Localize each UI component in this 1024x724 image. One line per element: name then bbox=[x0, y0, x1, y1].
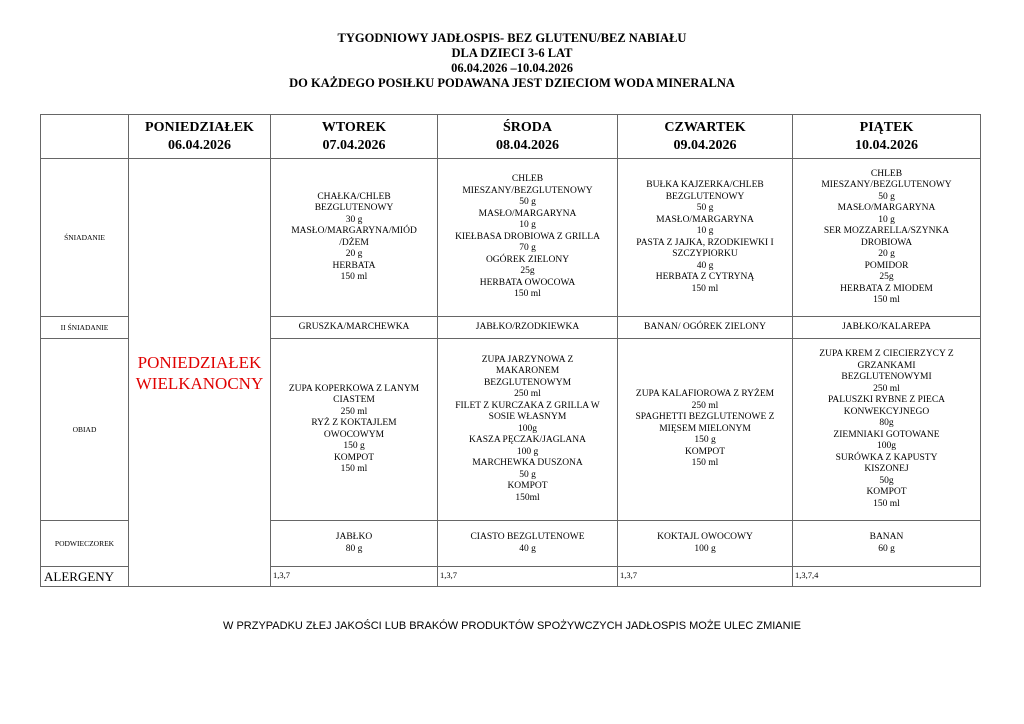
meal-line: 50 g bbox=[696, 203, 714, 213]
meal-line: ZUPA JARZYNOWA Z bbox=[481, 354, 574, 365]
meal-cell bbox=[618, 339, 793, 521]
meal-line: KOKTAJL OWOCOWY bbox=[657, 532, 753, 542]
meal-line: 150ml bbox=[515, 492, 540, 503]
meal-line: CIASTEM bbox=[333, 395, 375, 405]
meal-line: KOMPOT bbox=[333, 452, 375, 463]
meal-line: 30 g bbox=[345, 214, 363, 225]
meal-line: 20 g bbox=[878, 249, 895, 259]
meal-line: MASŁO/MARGARYNA/MIÓD bbox=[291, 226, 417, 236]
meal-line: 150 g bbox=[694, 435, 716, 446]
meal-line: PALUSZKI RYBNE Z PIECA bbox=[827, 395, 946, 405]
meal-line: 100g bbox=[518, 423, 537, 434]
meal-label-sniadanie: ŚNIADANIE bbox=[41, 159, 129, 317]
meal-line: KIEŁBASA DROBIOWA Z GRILLA bbox=[455, 231, 600, 242]
meal-cell bbox=[438, 521, 618, 567]
day-date: 09.04.2026 bbox=[673, 137, 737, 153]
meal-line: SZCZYPIORKU bbox=[672, 249, 738, 259]
meal-line: JABŁKO bbox=[335, 532, 373, 542]
menu-header bbox=[0, 31, 1024, 91]
meal-line: 150 ml bbox=[873, 295, 900, 305]
day-header-thursday bbox=[618, 115, 793, 159]
meal-line: 250 ml bbox=[873, 383, 900, 394]
header-date-range: 06.04.2026 –10.04.2026 bbox=[451, 61, 573, 75]
meal-line: 50 g bbox=[878, 191, 895, 202]
meal-line: SER MOZZARELLA/SZYNKA bbox=[823, 226, 950, 236]
day-header-monday bbox=[129, 115, 271, 159]
allergens-value: 1,3,7 bbox=[618, 567, 793, 587]
meal-line: MIĘSEM MIELONYM bbox=[659, 423, 751, 434]
meal-line: BEZGLUTENOWY bbox=[314, 203, 394, 213]
day-header-tuesday bbox=[271, 115, 438, 159]
day-date: 06.04.2026 bbox=[168, 137, 231, 153]
meal-line: SOSIE WŁASNYM bbox=[488, 412, 567, 423]
meal-cell bbox=[438, 339, 618, 521]
meal-line: 150 ml bbox=[691, 283, 719, 294]
meal-line: 10 g bbox=[878, 214, 895, 225]
day-date: 10.04.2026 bbox=[855, 137, 918, 153]
meal-line: HERBATA Z CYTRYNĄ bbox=[655, 272, 755, 282]
day-header-wednesday bbox=[438, 115, 618, 159]
meal-line: CHAŁKA/CHLEB bbox=[317, 191, 391, 202]
header-title: TYGODNIOWY JADŁOSPIS- BEZ GLUTENU/BEZ NABIAŁU bbox=[337, 31, 687, 45]
day-name: WTOREK bbox=[321, 119, 387, 135]
meal-line: JABŁKO/RZODKIEWKA bbox=[475, 321, 580, 332]
meal-cell bbox=[438, 317, 618, 339]
meal-line: BEZGLUTENOWYMI bbox=[841, 372, 932, 382]
meal-line: BEZGLUTENOWYM bbox=[483, 377, 572, 388]
day-date: 07.04.2026 bbox=[322, 137, 386, 153]
day-header-row bbox=[41, 115, 981, 159]
meal-cell bbox=[793, 339, 981, 521]
meal-line: 150 ml bbox=[873, 498, 900, 509]
meal-line: MIESZANY/BEZGLUTENOWY bbox=[462, 185, 593, 196]
meal-cell bbox=[793, 521, 981, 567]
day-date: 08.04.2026 bbox=[496, 137, 559, 153]
meal-line: 100 g bbox=[694, 543, 716, 554]
meal-line: GRZANKAMI bbox=[857, 360, 916, 371]
menu-table bbox=[40, 114, 981, 587]
meal-line: 250 ml bbox=[691, 400, 719, 411]
meal-line: 10 g bbox=[696, 226, 714, 236]
meal-line: BEZGLUTENOWY bbox=[665, 191, 745, 202]
meal-line: SURÓWKA Z KAPUSTY bbox=[835, 452, 938, 463]
meal-line: KASZA PĘCZAK/JAGLANA bbox=[469, 435, 586, 446]
meal-line: CHLEB bbox=[511, 174, 544, 185]
meal-line: 50 g bbox=[519, 197, 536, 208]
meal-line: MASŁO/MARGARYNA bbox=[656, 214, 754, 225]
meal-line: RYŻ Z KOKTAJLEM bbox=[311, 418, 397, 428]
meal-cell bbox=[618, 317, 793, 339]
meal-line: 25g bbox=[520, 266, 535, 277]
header-age-group: DLA DZIECI 3-6 LAT bbox=[451, 46, 573, 60]
meal-line: KISZONEJ bbox=[864, 464, 909, 474]
meal-line: KOMPOT bbox=[507, 481, 548, 492]
meal-line: 250 ml bbox=[340, 406, 368, 417]
meal-line: MIESZANY/BEZGLUTENOWY bbox=[821, 180, 952, 190]
meal-line: MARCHEWKA DUSZONA bbox=[472, 458, 583, 469]
meal-line: 150 ml bbox=[340, 272, 368, 282]
meal-line: POMIDOR bbox=[864, 260, 909, 271]
meal-cell bbox=[438, 159, 618, 317]
footer-note: W PRZYPADKU ZŁEJ JAKOŚCI LUB BRAKÓW PRODUKTÓW SPOŻYWCZYCH JADŁOSPIS MOŻE ULEC ZMIANIE bbox=[223, 620, 801, 632]
meal-line: ZUPA KREM Z CIECIERZYCY Z bbox=[819, 349, 954, 359]
meal-line: 150 ml bbox=[514, 289, 541, 300]
meal-cell bbox=[618, 521, 793, 567]
meal-line: 80 g bbox=[345, 543, 363, 554]
meal-line: 150 ml bbox=[691, 458, 719, 469]
day-header-friday bbox=[793, 115, 981, 159]
meal-line: KOMPOT bbox=[684, 446, 726, 457]
meal-line: HERBATA bbox=[332, 260, 376, 271]
meal-line: 40 g bbox=[696, 260, 714, 271]
meal-cell bbox=[271, 159, 438, 317]
meal-line: 50 g bbox=[519, 469, 536, 480]
day-name: ŚRODA bbox=[502, 119, 552, 135]
meal-label-ii-sniadanie: II ŚNIADANIE bbox=[41, 317, 129, 339]
meal-line: JABŁKO/KALAREPA bbox=[842, 321, 931, 332]
meal-line: SPAGHETTI BEZGLUTENOWE Z bbox=[635, 412, 775, 423]
meal-line: 60 g bbox=[878, 543, 895, 554]
meal-line: OGÓREK ZIELONY bbox=[485, 254, 570, 265]
meal-line: DROBIOWA bbox=[860, 237, 913, 248]
meal-cell bbox=[271, 521, 438, 567]
meal-line: BUŁKA KAJZERKA/CHLEB bbox=[646, 180, 764, 190]
meal-line: ZIEMNIAKI GOTOWANE bbox=[833, 429, 940, 440]
meal-line: KONWEKCYJNEGO bbox=[843, 406, 930, 417]
meal-cell bbox=[271, 339, 438, 521]
day-name: PONIEDZIAŁEK bbox=[145, 119, 254, 135]
meal-label-obiad: OBIAD bbox=[41, 339, 129, 521]
meal-line: HERBATA OWOCOWA bbox=[479, 277, 576, 288]
day-name: CZWARTEK bbox=[664, 119, 746, 135]
holiday-line: PONIEDZIAŁEK bbox=[137, 352, 262, 372]
meal-line: 100g bbox=[877, 441, 896, 451]
meal-cell bbox=[618, 159, 793, 317]
meal-line: 100 g bbox=[516, 446, 539, 457]
meal-line: 20 g bbox=[345, 249, 363, 259]
meal-line: PASTA Z JAJKA, RZODKIEWKI I bbox=[636, 237, 774, 248]
meal-line: KOMPOT bbox=[866, 487, 907, 497]
meal-cell bbox=[271, 317, 438, 339]
header-water-note: DO KAŻDEGO POSIŁKU PODAWANA JEST DZIECIOM WODA MINERALNA bbox=[289, 76, 735, 90]
meal-line: 25g bbox=[879, 272, 894, 282]
allergens-label: ALERGENY bbox=[41, 567, 129, 587]
meal-label-podwieczorek: PODWIECZOREK bbox=[41, 521, 129, 567]
allergens-value: 1,3,7,4 bbox=[793, 567, 981, 587]
meal-line: OWOCOWYM bbox=[323, 429, 385, 440]
holiday-line: WIELKANOCNY bbox=[135, 373, 264, 393]
meal-line: CHLEB bbox=[870, 168, 903, 179]
meal-line: FILET Z KURCZAKA Z GRILLA W bbox=[455, 400, 600, 411]
meal-line: ZUPA KOPERKOWA Z LANYM bbox=[288, 383, 420, 394]
meal-row-sniadanie bbox=[41, 159, 981, 317]
allergens-value: 1,3,7 bbox=[438, 567, 618, 587]
meal-cell bbox=[793, 317, 981, 339]
meal-line: BANAN bbox=[869, 532, 904, 542]
meal-line: 150 g bbox=[343, 441, 365, 451]
meal-line: CIASTO BEZGLUTENOWE bbox=[470, 532, 585, 542]
meal-line: /DŻEM bbox=[339, 237, 369, 248]
meal-line: 40 g bbox=[519, 543, 536, 554]
day-name: PIĄTEK bbox=[859, 119, 914, 135]
meal-line: MASŁO/MARGARYNA bbox=[837, 203, 936, 213]
meal-line: ZUPA KALAFIOROWA Z RYŻEM bbox=[635, 389, 775, 400]
meal-line: 80g bbox=[879, 418, 894, 428]
holiday-cell bbox=[129, 159, 271, 587]
meal-line: 50g bbox=[879, 475, 894, 486]
meal-line: MAKARONEM bbox=[495, 366, 560, 377]
corner-cell bbox=[41, 115, 129, 159]
meal-line: 70 g bbox=[519, 243, 536, 254]
allergens-value: 1,3,7 bbox=[271, 567, 438, 587]
meal-line: BANAN/ OGÓREK ZIELONY bbox=[644, 321, 766, 332]
meal-line: MASŁO/MARGARYNA bbox=[478, 208, 577, 219]
meal-line: HERBATA Z MIODEM bbox=[840, 283, 933, 294]
meal-cell bbox=[793, 159, 981, 317]
meal-line: 10 g bbox=[519, 220, 536, 231]
meal-line: 250 ml bbox=[514, 389, 541, 400]
meal-line: 150 ml bbox=[340, 464, 368, 474]
meal-line: GRUSZKA/MARCHEWKA bbox=[298, 321, 410, 332]
